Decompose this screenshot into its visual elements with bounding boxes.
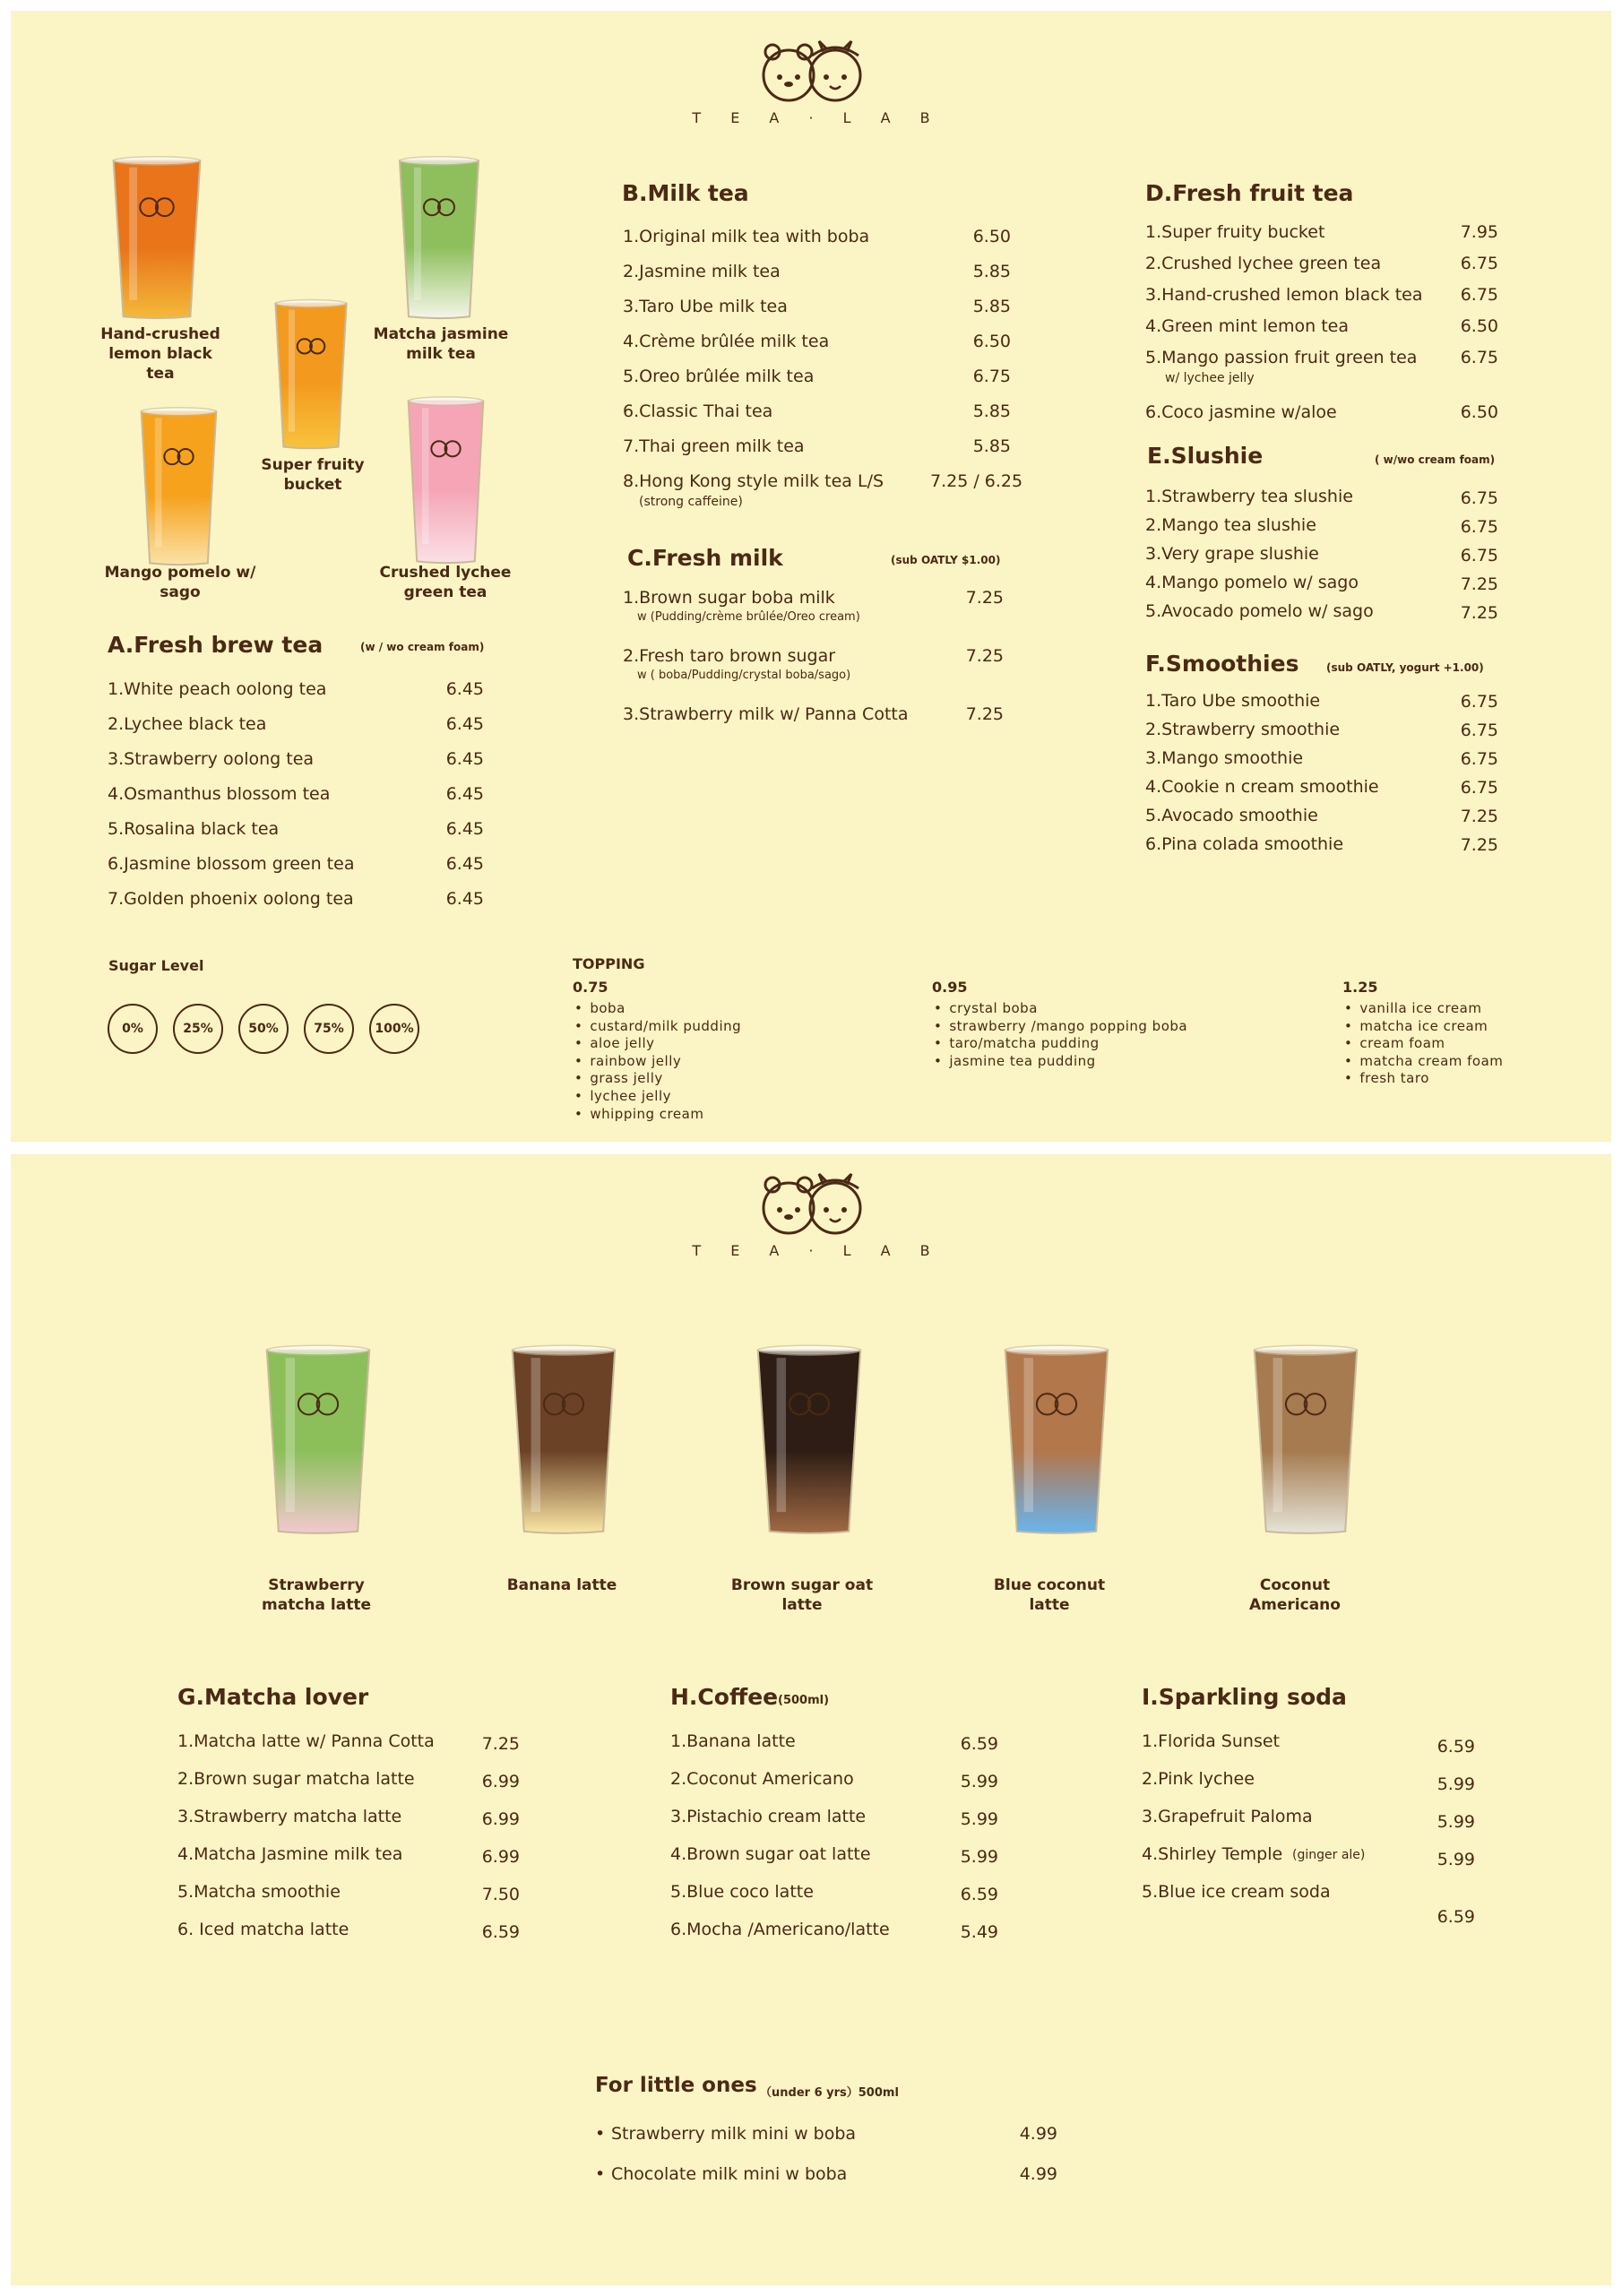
- item-price: 6.59: [1437, 1907, 1475, 1927]
- item-price: 6.50: [972, 227, 1011, 246]
- item-name: 1.Florida Sunset: [1142, 1731, 1280, 1751]
- item-price: 5.49: [960, 1922, 998, 1942]
- item-price: 7.25: [965, 704, 1004, 724]
- item-name: 3.Strawberry matcha latte: [177, 1807, 402, 1826]
- item-note: w (Pudding/crème brûlée/Oreo cream): [637, 610, 860, 624]
- item-price: 6.45: [445, 679, 484, 699]
- cup-icon: [751, 1342, 867, 1535]
- cup-label: Coconut Americano: [1249, 1576, 1341, 1614]
- section-c-title: C.Fresh milk: [627, 545, 783, 571]
- topping-item: • grass jelly: [574, 1070, 741, 1088]
- item-price: 4.99: [1019, 2124, 1057, 2144]
- item-name: 4.Green mint lemon tea: [1145, 316, 1349, 336]
- item-price: 6.45: [445, 854, 484, 874]
- topping-item: • whipping cream: [574, 1106, 741, 1124]
- cup-icon: [998, 1342, 1115, 1535]
- item-price: 6.99: [481, 1847, 520, 1867]
- cup-label: Strawberry matcha latte: [262, 1576, 371, 1614]
- cup-label: Hand-crushed lemon black tea: [100, 325, 220, 383]
- item-name: 4.Crème brûlée milk tea: [623, 332, 830, 351]
- cup-icon: [505, 1342, 622, 1535]
- drink-cup-illustration: [394, 154, 484, 324]
- cup-label: Brown sugar oat latte: [730, 1576, 874, 1614]
- item-price: 6.45: [445, 749, 484, 769]
- item-price: 6.75: [1460, 692, 1498, 712]
- item-name: 2.Strawberry smoothie: [1145, 720, 1341, 739]
- cup-icon: [1247, 1342, 1364, 1535]
- topping-item: • taro/matcha pudding: [934, 1035, 1187, 1053]
- drink-cup-illustration: [998, 1342, 1115, 1539]
- item-name: 1.Taro Ube smoothie: [1145, 691, 1321, 711]
- item-name: 4.Mango pomelo w/ sago: [1145, 573, 1359, 592]
- section-a-note: (w / wo cream foam): [360, 641, 485, 653]
- section-e-title: E.Slushie: [1147, 443, 1264, 469]
- item-price: 6.75: [1460, 285, 1498, 305]
- section-h-note: (500ml): [778, 1694, 830, 1707]
- cup-label: Blue coconut latte: [993, 1576, 1106, 1614]
- item-name: 5.Matcha smoothie: [177, 1882, 341, 1902]
- cup-label: Mango pomelo w/ sago: [104, 564, 256, 601]
- item-price: 6.99: [481, 1772, 520, 1791]
- item-name: 5.Avocado smoothie: [1145, 806, 1318, 825]
- cup-label: Super fruity bucket: [261, 456, 365, 494]
- item-name: 6. Iced matcha latte: [177, 1920, 349, 1939]
- item-note: w/ lychee jelly: [1165, 371, 1255, 385]
- item-name: 5.Blue coco latte: [670, 1882, 814, 1902]
- item-name: 5.Rosalina black tea: [108, 819, 280, 839]
- cup-icon: [108, 154, 206, 320]
- kids-note: （under 6 yrs）500ml: [760, 2086, 899, 2100]
- topping-item: • lychee jelly: [574, 1088, 741, 1106]
- item-name: 5.Avocado pomelo w/ sago: [1145, 601, 1374, 621]
- item-name: 3.Mango smoothie: [1145, 748, 1304, 768]
- item-price: 7.25 / 6.25: [930, 471, 1023, 491]
- section-c-note: (sub OATLY $1.00): [891, 554, 1001, 566]
- item-name: 2.Lychee black tea: [108, 714, 267, 734]
- menu-page-1: [11, 11, 1611, 1142]
- drink-cup-illustration: [260, 1342, 376, 1539]
- item-name: 3.Very grape slushie: [1145, 544, 1319, 564]
- item-price: 6.75: [1460, 254, 1498, 273]
- item-name: 2.Fresh taro brown sugar: [623, 646, 836, 666]
- cup-label: Matcha jasmine milk tea: [373, 325, 509, 363]
- section-h-title: H.Coffee: [670, 1684, 779, 1710]
- item-note: (ginger ale): [1292, 1848, 1366, 1862]
- item-price: 6.99: [481, 1809, 520, 1829]
- item-price: 5.85: [972, 401, 1011, 421]
- topping-price: 1.25: [1342, 979, 1378, 996]
- section-f-title: F.Smoothies: [1145, 651, 1299, 677]
- item-name: 8.Hong Kong style milk tea L/S: [623, 471, 884, 491]
- cup-icon: [136, 405, 221, 566]
- menu-page-2: [11, 1154, 1611, 2285]
- item-name: 4.Matcha Jasmine milk tea: [177, 1844, 403, 1864]
- drink-cup-illustration: [271, 298, 351, 453]
- kids-title: For little ones: [595, 2074, 757, 2097]
- cup-icon: [403, 394, 488, 565]
- topping-item: • fresh taro: [1344, 1070, 1503, 1088]
- item-name: 2.Crushed lychee green tea: [1145, 254, 1382, 273]
- item-price: 7.25: [965, 588, 1004, 608]
- item-name: 6.Mocha /Americano/latte: [670, 1920, 890, 1939]
- item-name: 1.Super fruity bucket: [1145, 222, 1325, 242]
- cup-icon: [271, 298, 351, 450]
- item-name: 4.Osmanthus blossom tea: [108, 784, 331, 804]
- item-note: (strong caffeine): [639, 495, 743, 509]
- section-g-title: G.Matcha lover: [177, 1684, 369, 1710]
- section-e-note: ( w/wo cream foam): [1375, 453, 1496, 466]
- topping-title: TOPPING: [573, 955, 645, 972]
- section-b-title: B.Milk tea: [622, 180, 749, 206]
- item-price: 6.59: [960, 1734, 998, 1754]
- item-name: 4.Shirley Temple: [1142, 1844, 1283, 1864]
- topping-price: 0.95: [932, 979, 968, 996]
- topping-item: • rainbow jelly: [574, 1053, 741, 1071]
- item-name: 3.Grapefruit Paloma: [1142, 1807, 1313, 1826]
- item-price: 6.50: [1460, 402, 1498, 422]
- item-price: 6.45: [445, 819, 484, 839]
- topping-item: • aloe jelly: [574, 1035, 741, 1053]
- item-name: 2.Coconut Americano: [670, 1769, 854, 1789]
- item-price: 5.99: [1437, 1774, 1475, 1794]
- item-price: 6.75: [1460, 348, 1498, 367]
- item-price: 7.25: [1460, 603, 1498, 623]
- item-name: 6.Pina colada smoothie: [1145, 834, 1344, 854]
- item-name: 2.Jasmine milk tea: [623, 262, 781, 281]
- item-price: 6.75: [1460, 778, 1498, 798]
- brand-name: T E A · L A B: [692, 109, 943, 126]
- bullet: •: [595, 2164, 606, 2184]
- drink-cup-illustration: [1247, 1342, 1364, 1539]
- item-name: 1.Brown sugar boba milk: [623, 588, 835, 608]
- topping-item: • boba: [574, 1000, 741, 1018]
- cup-icon: [394, 154, 484, 320]
- item-name: 5.Oreo brûlée milk tea: [623, 367, 815, 386]
- cup-label: Crushed lychee green tea: [379, 564, 512, 601]
- sugar-level-option[interactable]: 25%: [173, 1004, 223, 1054]
- item-name: 1.Banana latte: [670, 1731, 796, 1751]
- topping-item: • vanilla ice cream: [1344, 1000, 1503, 1018]
- drink-cup-illustration: [751, 1342, 867, 1539]
- sugar-level-option[interactable]: 50%: [238, 1004, 289, 1054]
- item-price: 6.75: [1460, 488, 1498, 508]
- topping-item: • matcha cream foam: [1344, 1053, 1503, 1071]
- sugar-level-option[interactable]: 75%: [304, 1004, 354, 1054]
- brand-name: T E A · L A B: [692, 1242, 943, 1259]
- section-f-note: (sub OATLY, yogurt +1.00): [1326, 661, 1484, 674]
- item-name: 3.Strawberry milk w/ Panna Cotta: [623, 704, 909, 724]
- item-name: 2.Pink lychee: [1142, 1769, 1255, 1789]
- item-name: 6.Classic Thai tea: [623, 401, 773, 421]
- item-price: 6.75: [1460, 749, 1498, 769]
- item-name: 3.Pistachio cream latte: [670, 1807, 867, 1826]
- topping-list: [574, 1000, 741, 1123]
- item-price: 6.45: [445, 889, 484, 909]
- bullet: •: [595, 2124, 606, 2144]
- item-name: 5.Blue ice cream soda: [1142, 1882, 1331, 1902]
- item-price: 6.59: [481, 1922, 520, 1942]
- item-price: 6.45: [445, 784, 484, 804]
- tea-lab-logo-icon: [753, 1169, 869, 1237]
- sugar-level-option[interactable]: 100%: [369, 1004, 419, 1054]
- item-name: 1.Original milk tea with boba: [623, 227, 870, 246]
- item-name: 3.Strawberry oolong tea: [108, 749, 315, 769]
- cup-icon: [260, 1342, 376, 1535]
- item-price: 5.85: [972, 262, 1011, 281]
- item-price: 5.99: [960, 1809, 998, 1829]
- item-price: 7.25: [965, 646, 1004, 666]
- item-name: 3.Taro Ube milk tea: [623, 297, 788, 316]
- drink-cup-illustration: [108, 154, 206, 324]
- item-name: 4.Brown sugar oat latte: [670, 1844, 871, 1864]
- item-price: 5.85: [972, 436, 1011, 456]
- section-a-title: A.Fresh brew tea: [108, 632, 324, 658]
- item-name: 1.White peach oolong tea: [108, 679, 327, 699]
- item-price: 7.25: [1460, 835, 1498, 855]
- item-name: 7.Thai green milk tea: [623, 436, 805, 456]
- section-d-title: D.Fresh fruit tea: [1145, 180, 1354, 206]
- item-name: 5.Mango passion fruit green tea: [1145, 348, 1418, 367]
- item-name: 2.Mango tea slushie: [1145, 515, 1316, 535]
- topping-item: • crystal boba: [934, 1000, 1187, 1018]
- topping-item: • strawberry /mango popping boba: [934, 1018, 1187, 1036]
- item-name: Strawberry milk mini w boba: [611, 2124, 857, 2144]
- drink-cup-illustration: [403, 394, 488, 568]
- item-price: 6.75: [1460, 546, 1498, 565]
- item-name: 6.Coco jasmine w/aloe: [1145, 402, 1337, 422]
- item-price: 6.50: [972, 332, 1011, 351]
- section-i-title: I.Sparkling soda: [1142, 1684, 1347, 1710]
- topping-item: • matcha ice cream: [1344, 1018, 1503, 1036]
- item-name: 1.Matcha latte w/ Panna Cotta: [177, 1731, 435, 1751]
- logo: [11, 36, 1611, 126]
- item-price: 7.25: [481, 1734, 520, 1754]
- item-price: 5.99: [960, 1847, 998, 1867]
- item-price: 5.99: [1437, 1812, 1475, 1832]
- drink-cup-illustration: [136, 405, 221, 570]
- item-name: 4.Cookie n cream smoothie: [1145, 777, 1379, 797]
- item-price: 5.99: [960, 1772, 998, 1791]
- item-price: 6.75: [1460, 517, 1498, 537]
- sugar-level-option[interactable]: 0%: [108, 1004, 158, 1054]
- tea-lab-logo-icon: [753, 36, 869, 104]
- topping-list: [1344, 1000, 1503, 1088]
- item-price: 6.75: [1460, 721, 1498, 740]
- item-name: 7.Golden phoenix oolong tea: [108, 889, 354, 909]
- item-price: 6.59: [1437, 1737, 1475, 1757]
- item-price: 7.95: [1460, 222, 1498, 242]
- item-price: 6.59: [960, 1885, 998, 1904]
- item-price: 7.50: [481, 1885, 520, 1904]
- item-name: 2.Brown sugar matcha latte: [177, 1769, 415, 1789]
- logo: [11, 1169, 1611, 1259]
- topping-list: [934, 1000, 1187, 1070]
- item-name: 1.Strawberry tea slushie: [1145, 487, 1353, 506]
- cup-label: Banana latte: [506, 1576, 617, 1594]
- drink-cup-illustration: [505, 1342, 622, 1539]
- item-name: 6.Jasmine blossom green tea: [108, 854, 355, 874]
- item-price: 6.50: [1460, 316, 1498, 336]
- item-price: 5.99: [1437, 1850, 1475, 1869]
- item-price: 7.25: [1460, 807, 1498, 826]
- topping-item: • cream foam: [1344, 1035, 1503, 1053]
- item-price: 4.99: [1019, 2164, 1057, 2184]
- topping-item: • jasmine tea pudding: [934, 1053, 1187, 1071]
- item-price: 5.85: [972, 297, 1011, 316]
- item-name: 3.Hand-crushed lemon black tea: [1145, 285, 1423, 305]
- item-name: Chocolate milk mini w boba: [611, 2164, 848, 2184]
- item-price: 6.75: [972, 367, 1011, 386]
- item-price: 6.45: [445, 714, 484, 734]
- item-note: w ( boba/Pudding/crystal boba/sago): [637, 669, 851, 682]
- sugar-level-title: Sugar Level: [108, 957, 204, 974]
- item-price: 7.25: [1460, 574, 1498, 594]
- topping-item: • custard/milk pudding: [574, 1018, 741, 1036]
- topping-price: 0.75: [573, 979, 608, 996]
